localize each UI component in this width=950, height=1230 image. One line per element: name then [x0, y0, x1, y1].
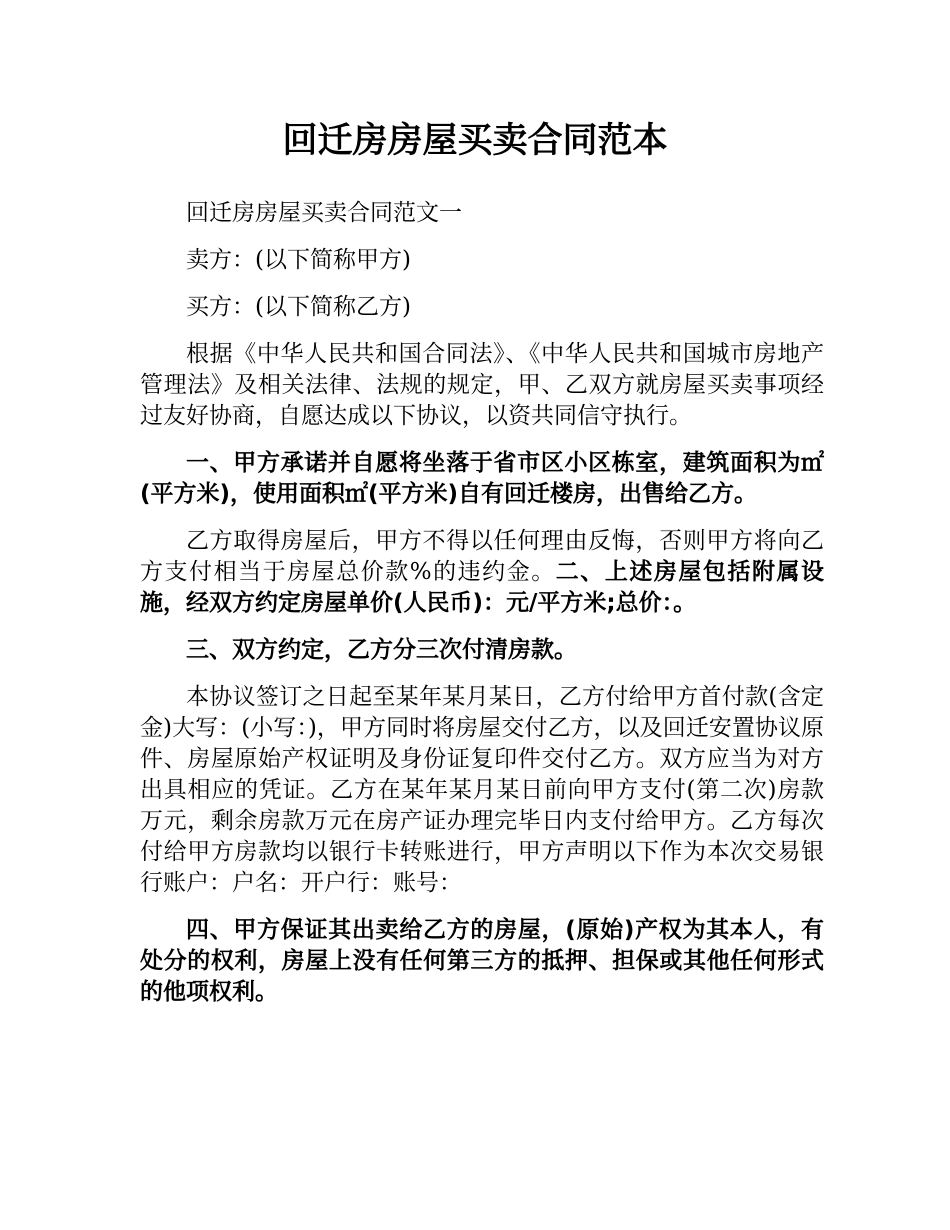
- document-body: [140, 198, 824, 1024]
- clause-four: 四、甲方保证其出卖给乙方的房屋，(原始)产权为其本人，有处分的权利，房屋上没有任何第三方的抵押、担保或其他任何形式的他项权利。: [140, 917, 824, 1005]
- paragraph-buyer: 买方：(以下简称乙方): [186, 294, 411, 320]
- penalty-text: 乙方取得房屋后，甲方不得以任何理由反悔，否则甲方将向乙方支付相当于房屋总价款%的违约金。: [140, 528, 824, 585]
- clause-one: 一、甲方承诺并自愿将坐落于省市区小区栋室，建筑面积为㎡(平方米)，使用面积㎡(平方米)自有回迁楼房，出售给乙方。: [140, 450, 824, 507]
- paragraph-seller: 卖方：(以下简称甲方): [186, 247, 411, 273]
- paragraph-penalty-and-clause-two: [140, 526, 824, 619]
- paragraph-preamble: 根据《中华人民共和国合同法》、《中华人民共和国城市房地产管理法》及相关法律、法规的规定，甲、乙双方就房屋买卖事项经过友好协商，自愿达成以下协议，以资共同信守执行。: [140, 341, 824, 429]
- paragraph-payment-terms: 本协议签订之日起至某年某月某日，乙方付给甲方首付款(含定金)大写：(小写：)，甲方同时将房屋交付乙方，以及回迁安置协议原件、房屋原始产权证明及身份证复印件交付乙方。双方应当为对方出具相应的凭证。乙方在某年某月某日前向甲方支付(第二次)房款万元，剩余房款万元在房产证办理完毕日内支付给甲方。乙方每次付给甲方房款均以银行卡转账进行，甲方声明以下作为本次交易银行账户：户名：开户行：账号：: [140, 684, 824, 896]
- clause-three: 三、双方约定，乙方分三次付清房款。: [186, 637, 577, 663]
- document-title: 回迁房房屋买卖合同范本: [282, 121, 668, 161]
- clause-two: 二、上述房屋包括附属设施，经双方约定房屋单价(人民币)：元/平方米;总价：。: [140, 559, 825, 616]
- paragraph-subtitle: 回迁房房屋买卖合同范文一: [186, 200, 462, 226]
